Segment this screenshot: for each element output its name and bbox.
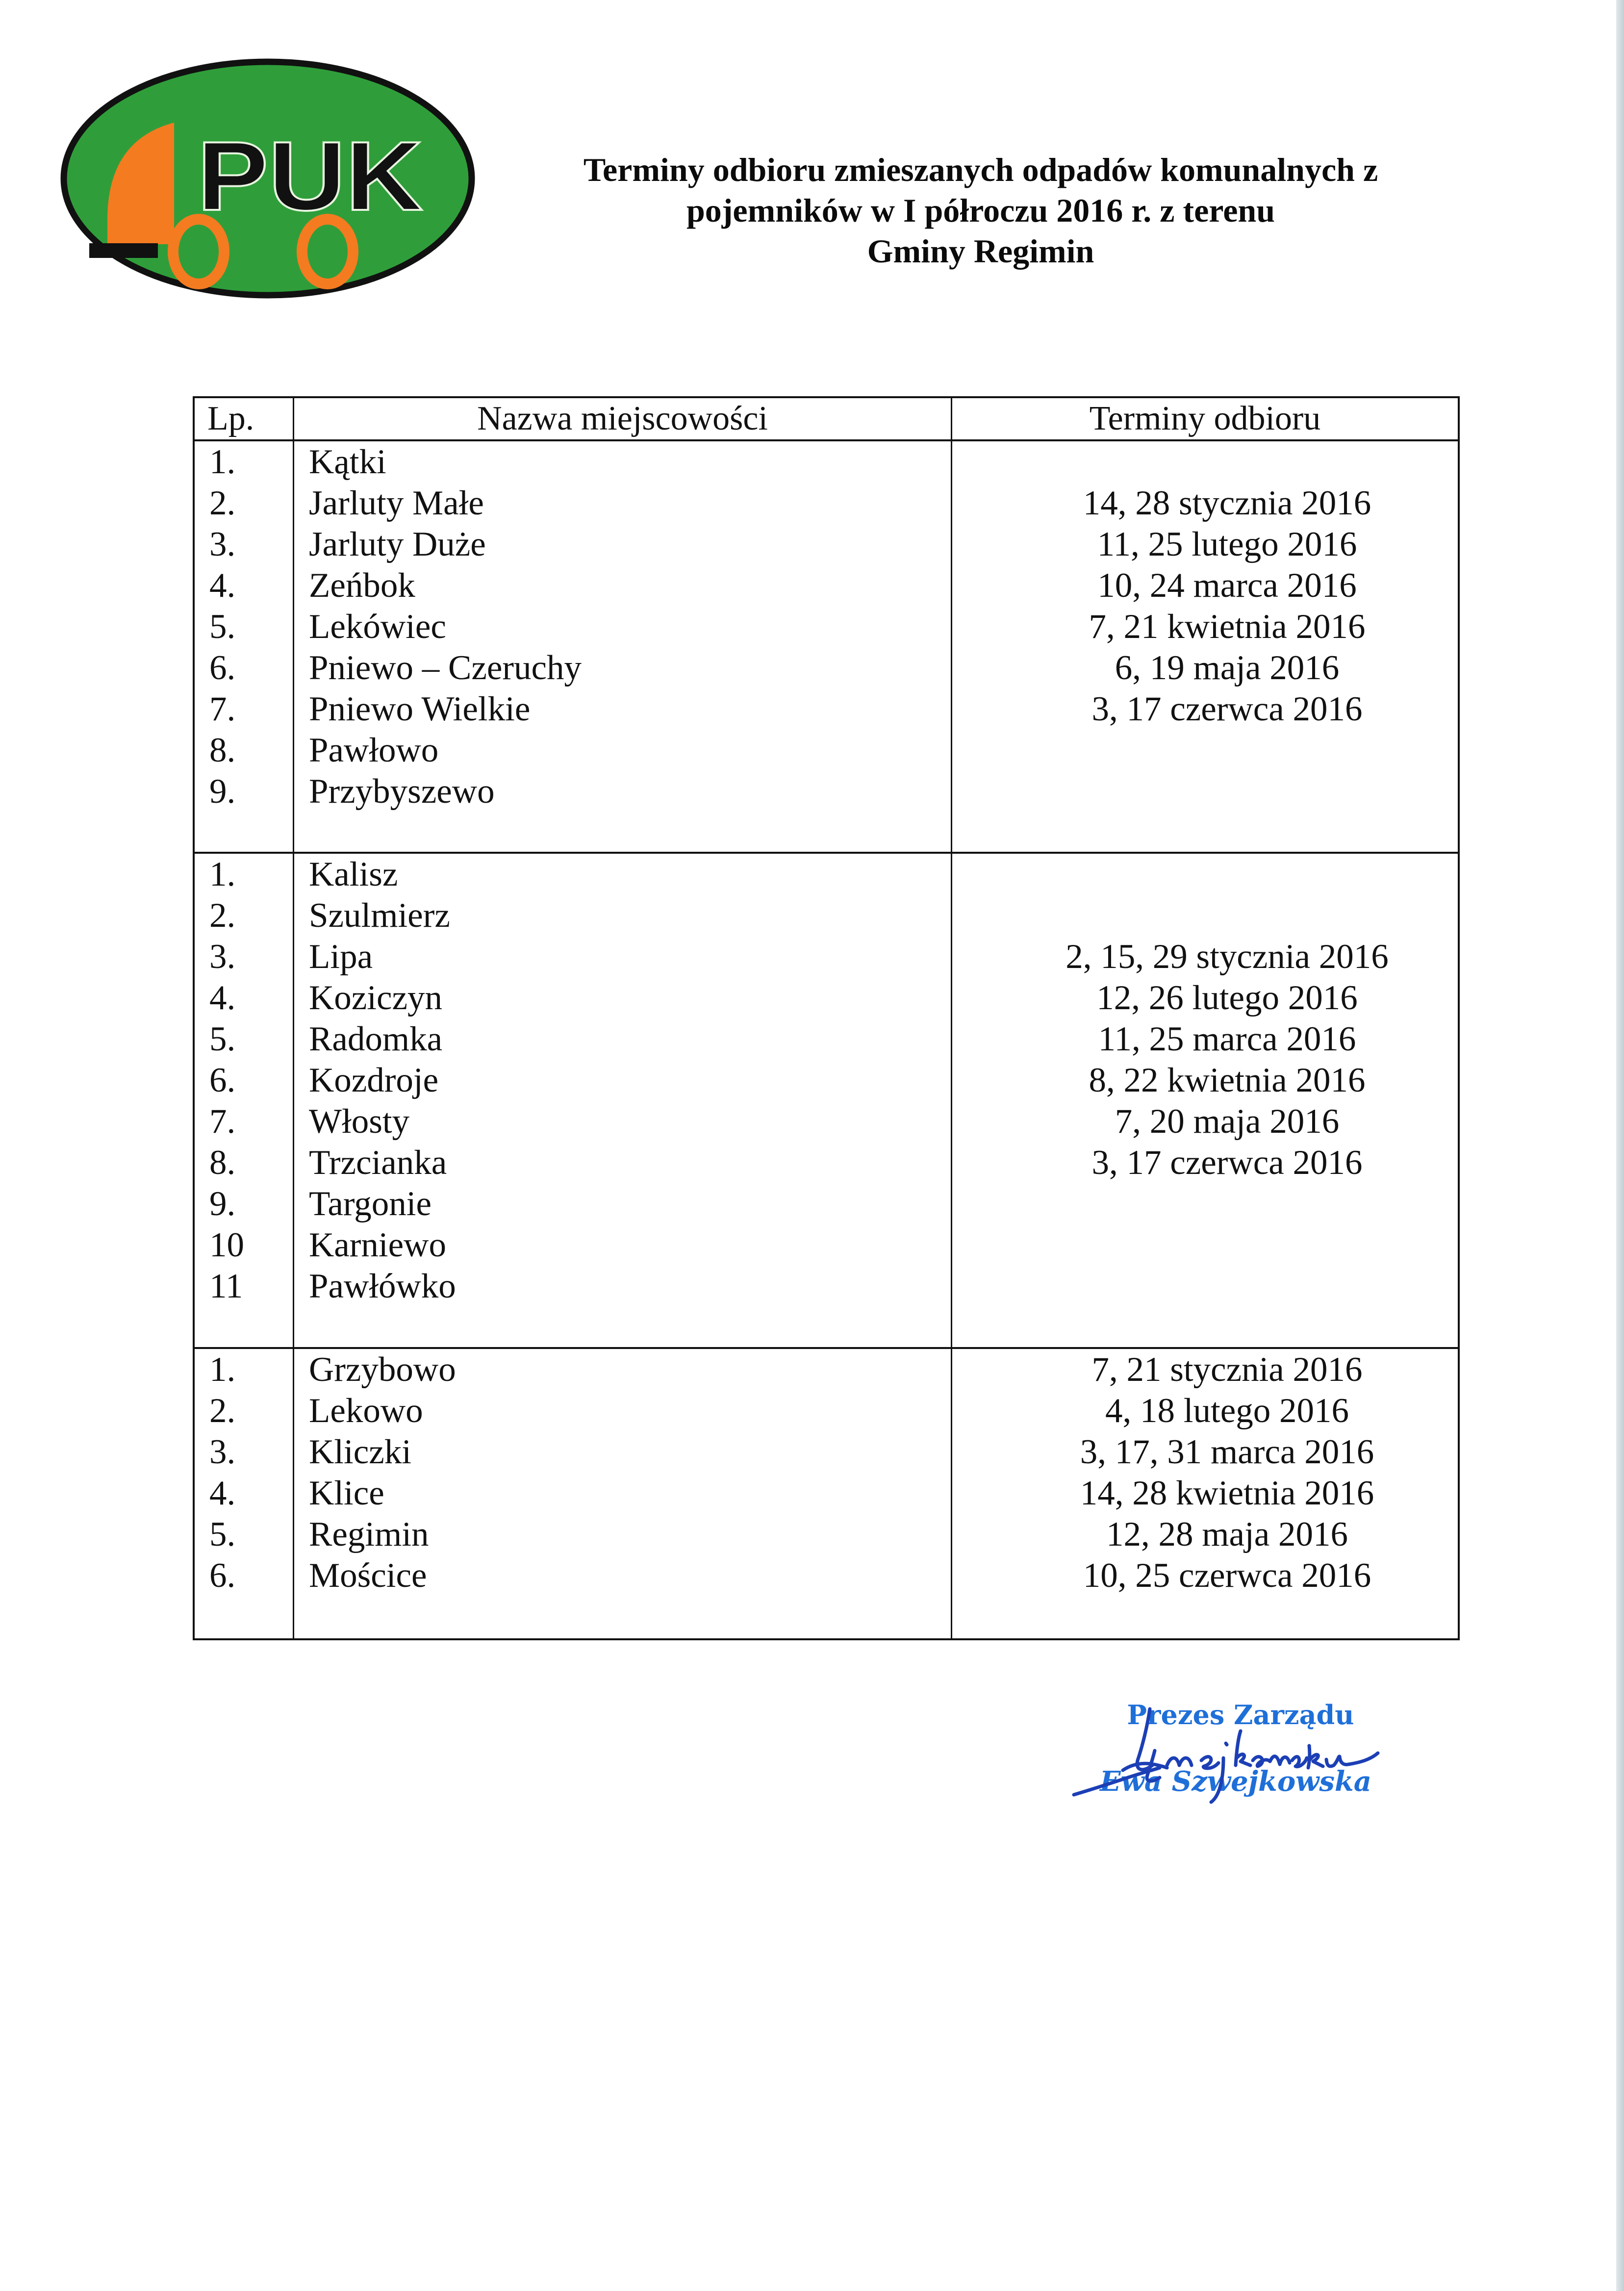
group-numbers: [195, 441, 294, 852]
row-number: 9.: [209, 1185, 236, 1223]
place-name: Pawłówko: [309, 1267, 456, 1305]
place-name: Jarluty Małe: [309, 484, 484, 522]
row-number: 6.: [209, 649, 236, 687]
row-number: 3.: [209, 525, 236, 563]
title-line: pojemników w I półroczu 2016 r. z terenu: [686, 192, 1275, 229]
row-number: 10: [209, 1226, 244, 1264]
row-number: 4.: [209, 1474, 236, 1512]
place-name: Karniewo: [309, 1226, 446, 1264]
stamp-title: Prezes Zarządu: [1127, 1699, 1354, 1731]
place-name: Lekówiec: [309, 608, 446, 646]
place-name: Jarluty Duże: [309, 525, 486, 563]
row-number: 5.: [209, 608, 236, 646]
pickup-date: 14, 28 kwietnia 2016: [1080, 1474, 1374, 1512]
place-name: Grzybowo: [309, 1350, 456, 1389]
pickup-date: 3, 17 czerwca 2016: [1091, 1144, 1363, 1182]
pickup-date: 3, 17, 31 marca 2016: [1080, 1433, 1374, 1471]
row-number: 2.: [209, 484, 236, 522]
row-number: 4.: [209, 566, 236, 605]
group-dates: [952, 441, 1458, 852]
pickup-date: 7, 21 kwietnia 2016: [1089, 608, 1366, 646]
table-group: [195, 441, 1458, 854]
header-place-name: Nazwa miejscowości: [294, 398, 952, 439]
pickup-date: 8, 22 kwietnia 2016: [1089, 1061, 1366, 1099]
pickup-date: 3, 17 czerwca 2016: [1091, 690, 1363, 728]
place-name: Przybyszewo: [309, 772, 495, 811]
row-number: 5.: [209, 1515, 236, 1553]
header-pickup-dates: Terminy odbioru: [1089, 400, 1321, 437]
row-number: 3.: [209, 938, 236, 976]
place-name: Klice: [309, 1474, 384, 1512]
place-name: Kozdroje: [309, 1061, 439, 1099]
row-number: 4.: [209, 979, 236, 1017]
row-number: 9.: [209, 772, 236, 811]
row-number: 1.: [209, 1350, 236, 1389]
place-name: Pniewo Wielkie: [309, 690, 531, 728]
pickup-date: 10, 25 czerwca 2016: [1083, 1556, 1371, 1595]
place-name: Mościce: [309, 1556, 427, 1595]
table-header-row: [195, 398, 1458, 441]
row-number: 6.: [209, 1061, 236, 1099]
row-number: 2.: [209, 896, 236, 935]
group-dates: [952, 854, 1458, 1347]
place-name: Kalisz: [309, 855, 398, 893]
row-number: 1.: [209, 855, 236, 893]
group-numbers: [195, 1349, 294, 1638]
row-number: 8.: [209, 731, 236, 769]
group-dates: [952, 1349, 1458, 1638]
row-number: 3.: [209, 1433, 236, 1471]
place-name: Lekowo: [309, 1392, 423, 1430]
row-number: 7.: [209, 690, 236, 728]
place-name: Koziczyn: [309, 979, 443, 1017]
group-numbers: [195, 854, 294, 1347]
header-lp: Lp.: [195, 398, 294, 439]
pickup-date: 10, 24 marca 2016: [1097, 566, 1357, 605]
place-name: Zeńbok: [309, 566, 415, 605]
signature-stamp: [1054, 1677, 1397, 1824]
handwritten-signature: [1054, 1677, 1397, 1824]
row-number: 8.: [209, 1144, 236, 1182]
stamp-name: Ewa Szwejkowska: [1100, 1765, 1371, 1798]
document-title: [534, 150, 1427, 272]
title-line: Gminy Regimin: [867, 232, 1094, 270]
table-group: [195, 854, 1458, 1349]
pickup-date: 2, 15, 29 stycznia 2016: [1066, 938, 1389, 976]
group-places: [294, 441, 952, 852]
pickup-date: 14, 28 stycznia 2016: [1083, 484, 1371, 522]
pickup-date: 7, 20 maja 2016: [1115, 1102, 1340, 1141]
place-name: Radomka: [309, 1020, 443, 1058]
place-name: Regimin: [309, 1515, 429, 1553]
place-name: Pniewo – Czeruchy: [309, 649, 582, 687]
place-name: Trzcianka: [309, 1144, 447, 1182]
table-group: [195, 1349, 1458, 1638]
puk-logo: [60, 58, 476, 299]
pickup-date: 6, 19 maja 2016: [1115, 649, 1340, 687]
row-number: 2.: [209, 1392, 236, 1430]
pickup-date: 12, 28 maja 2016: [1106, 1515, 1348, 1553]
row-number: 1.: [209, 443, 236, 481]
pickup-date: 4, 18 lutego 2016: [1105, 1392, 1349, 1430]
pickup-date: 7, 21 stycznia 2016: [1091, 1350, 1363, 1389]
row-number: 11: [209, 1267, 243, 1305]
schedule-table: [193, 396, 1460, 1640]
row-number: 5.: [209, 1020, 236, 1058]
title-line: Terminy odbioru zmieszanych odpadów komunalnych z: [583, 151, 1378, 188]
place-name: Szulmierz: [309, 896, 450, 935]
scan-edge: [1616, 0, 1624, 2291]
group-places: [294, 854, 952, 1347]
place-name: Pawłowo: [309, 731, 439, 769]
logo-bar: [89, 243, 158, 258]
pickup-date: 11, 25 marca 2016: [1098, 1020, 1356, 1058]
row-number: 6.: [209, 1556, 236, 1595]
place-name: Włosty: [309, 1102, 410, 1141]
place-name: Kątki: [309, 443, 386, 481]
pickup-date: 11, 25 lutego 2016: [1097, 525, 1357, 563]
place-name: Targonie: [309, 1185, 432, 1223]
place-name: Kliczki: [309, 1433, 411, 1471]
row-number: 7.: [209, 1102, 236, 1141]
group-places: [294, 1349, 952, 1638]
logo-text: PUK: [197, 122, 423, 231]
pickup-date: 12, 26 lutego 2016: [1096, 979, 1358, 1017]
place-name: Lipa: [309, 938, 373, 976]
